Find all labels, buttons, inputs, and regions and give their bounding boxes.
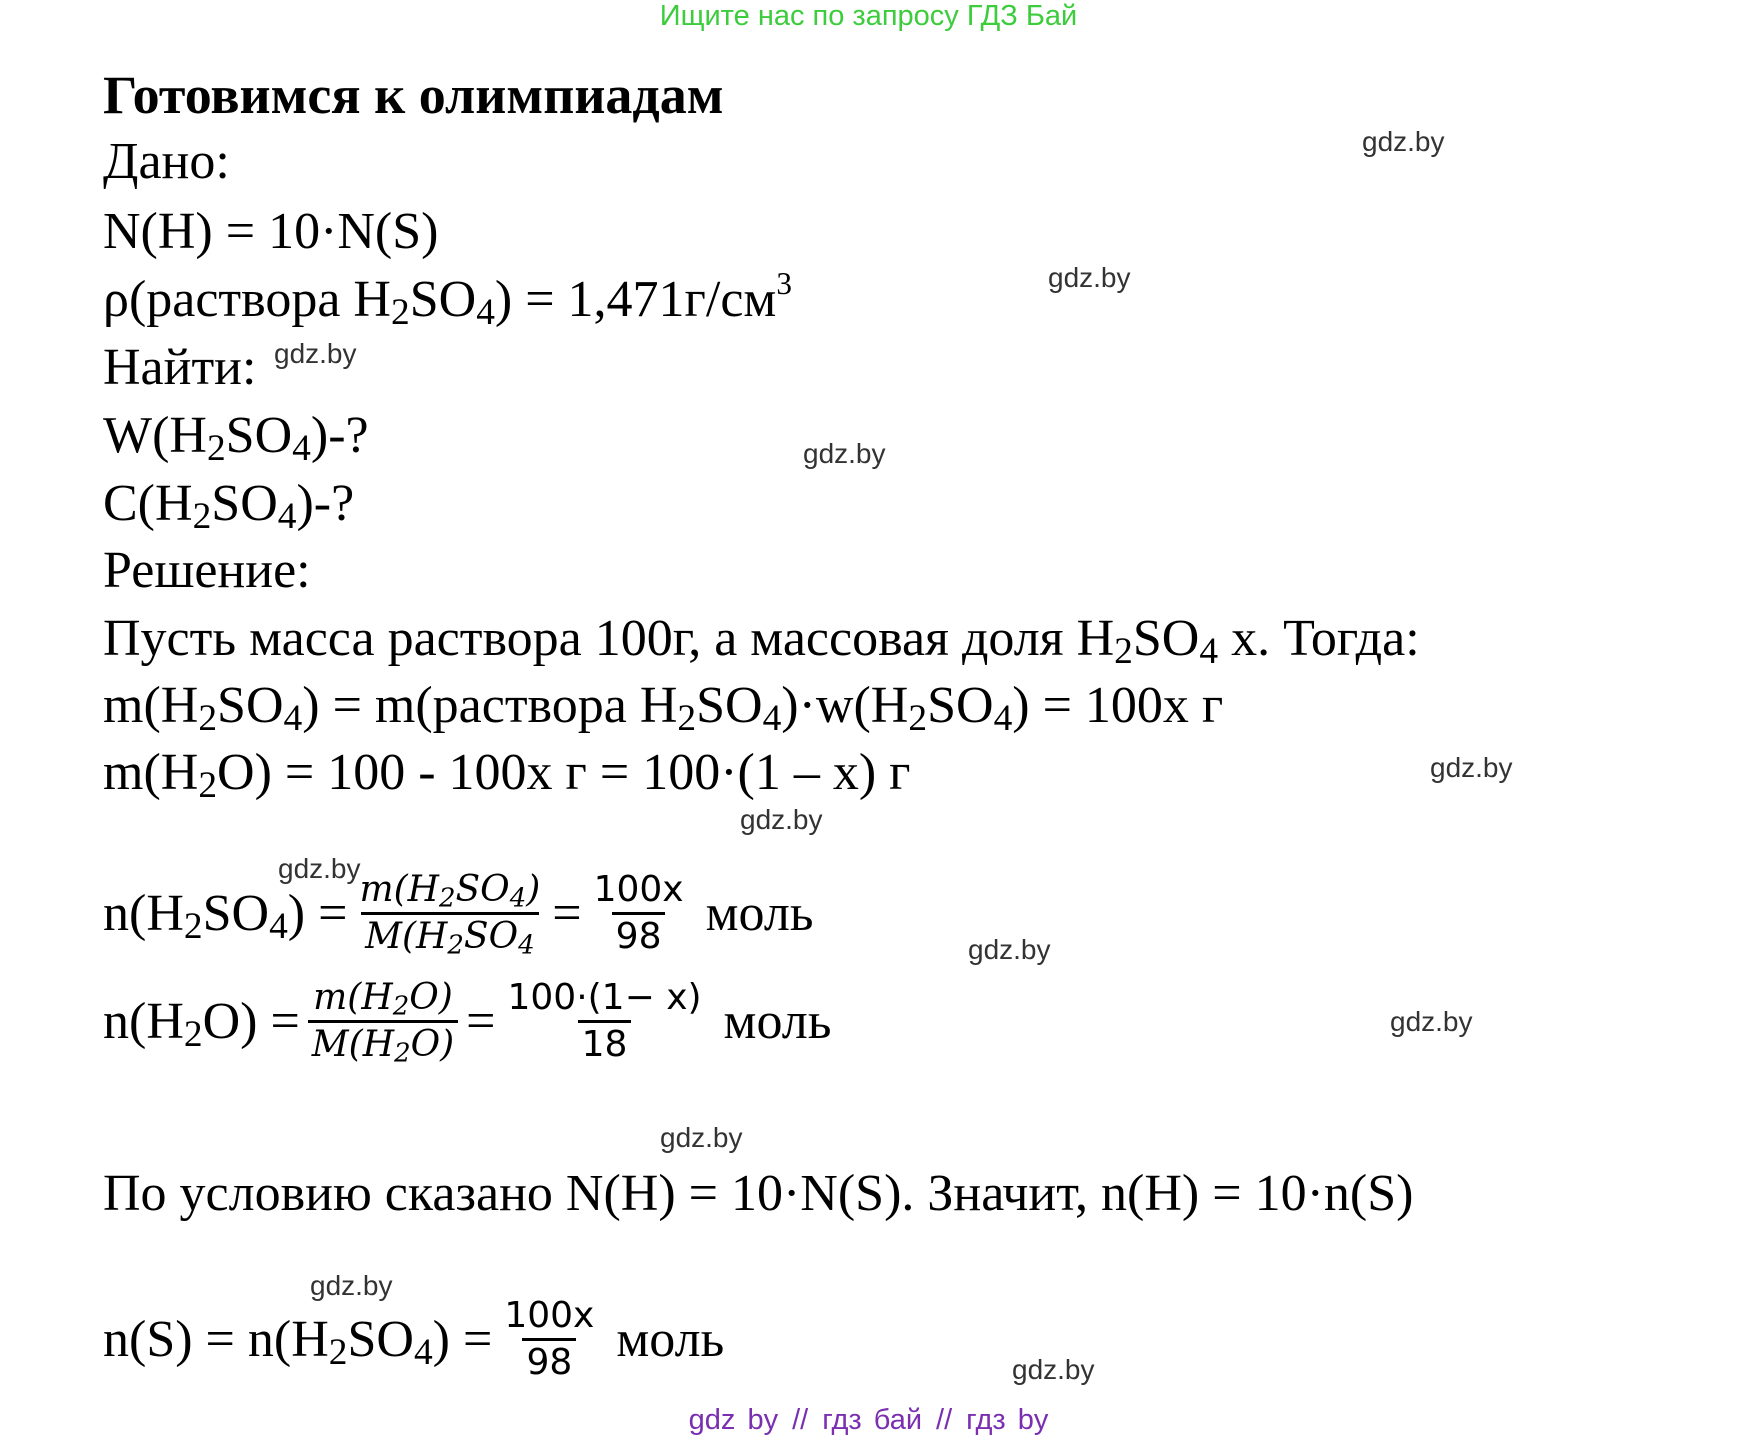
- fraction-mass-over-molar: $\frac{m(H_2O)}{M(H_2O)}$: [308, 980, 458, 1063]
- find-line-2: $C(H_2SO_4)-$?: [103, 475, 355, 538]
- watermark: gdz.by: [968, 934, 1051, 965]
- condition-line: По условию сказано N(H) = 10·N(S). Значит, n(H) = 10·n(S): [103, 1165, 1414, 1222]
- watermark: gdz.by: [1362, 126, 1445, 157]
- top-banner: Ищите нас по запросу ГДЗ Бай: [659, 0, 1078, 32]
- watermark: gdz.by: [310, 1270, 393, 1301]
- lhs: $n(H_2O)$ =: [103, 992, 300, 1055]
- watermark: gdz.by: [1430, 752, 1513, 783]
- equation-n-h2so4: $n(H_2SO_4)$ = $\frac{m(H_2SO_4)}{M(H_2SO_4}$ = $\frac{100x}{98}$ моль: [103, 869, 814, 961]
- given-line-1: N(H) = 10·N(S): [103, 203, 439, 260]
- watermark: gdz.by: [274, 338, 357, 369]
- fraction-mass-over-molar: $\frac{m(H_2SO_4)}{M(H_2SO_4}$: [359, 869, 541, 961]
- solution-line-1: Пусть масса раствора 100г, а массовая доля $H_2SO_4$ x. Тогда:: [103, 610, 1420, 673]
- fraction-value: $\frac{100x}{98}$: [504, 1295, 595, 1383]
- equation-n-h2o: $n(H_2O)$ = $\frac{m(H_2O)}{M(H_2O)}$ = $\frac{100\cdot(1- x)}{18}$ моль: [103, 977, 832, 1069]
- watermark: gdz.by: [740, 804, 823, 835]
- watermark: gdz.by: [1012, 1354, 1095, 1385]
- find-label: Найти:: [103, 339, 257, 396]
- watermark: gdz.by: [1390, 1006, 1473, 1037]
- watermark: gdz.by: [278, 853, 361, 884]
- solution-label: Решение:: [103, 542, 311, 599]
- footer-banner: gdz by // гдз бай // гдз by: [688, 1404, 1049, 1436]
- given-line-2: ρ(раствора $H_2SO_4) = 1,471г/см^3$: [103, 266, 792, 334]
- watermark: gdz.by: [1048, 262, 1131, 293]
- fraction-value: $\frac{100x}{98}$: [593, 869, 684, 957]
- lhs: $n(H_2SO_4)$ =: [103, 884, 348, 947]
- watermark: gdz.by: [660, 1122, 743, 1153]
- fraction-value: $\frac{100\cdot(1- x)}{18}$: [507, 977, 702, 1065]
- equation-n-s: $n(S) = n(H_2SO_4)$ = $\frac{100x}{98}$ моль: [103, 1295, 725, 1383]
- watermark: gdz.by: [803, 438, 886, 469]
- page-title: Готовимся к олимпиадам: [103, 65, 724, 125]
- solution-line-3: $m(H_2O) = 100 - 100x$ г = 100·(1 – x) г: [103, 744, 911, 807]
- solution-line-2: $m(H_2SO_4)$ = m(раствора $H_2SO_4)\cdot w(H_2SO_4) = 100x$ г: [103, 677, 1224, 740]
- find-line-1: $W(H_2SO_4)-$?: [103, 407, 369, 470]
- given-label: Дано:: [103, 133, 230, 190]
- lhs: $n(S) = n(H_2SO_4)$ =: [103, 1310, 493, 1373]
